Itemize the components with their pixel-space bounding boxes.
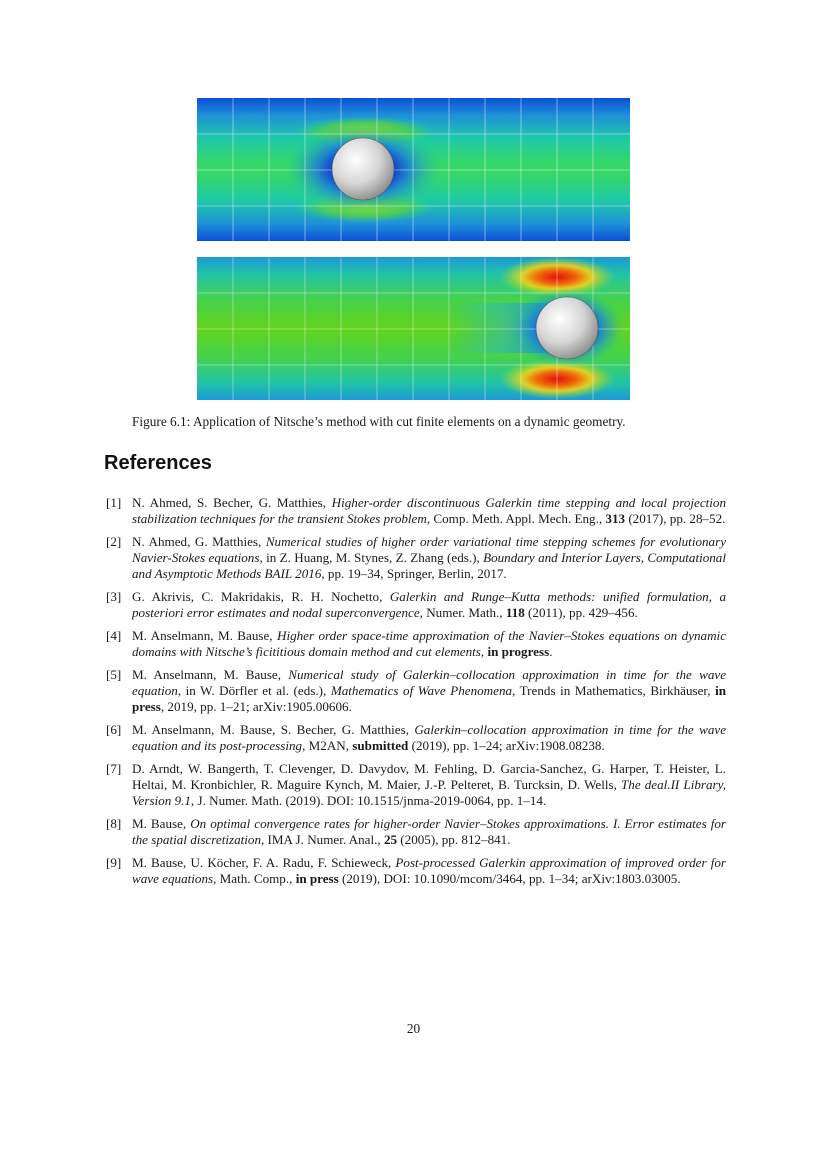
- reference-text: , Math. Comp.,: [213, 871, 296, 887]
- page-number: 20: [406, 1021, 421, 1036]
- sphere-obstacle: [332, 138, 394, 200]
- reference-text: , IMA J. Numer. Anal.,: [261, 832, 384, 848]
- reference-number: [1]: [106, 495, 122, 510]
- reference-emphasis: 118: [505, 605, 525, 621]
- reference-item: [104, 722, 726, 754]
- reference-text: , M2AN,: [302, 738, 353, 754]
- reference-number: [8]: [106, 815, 122, 831]
- reference-text: (2011), pp. 429–456.: [524, 605, 638, 621]
- figure-caption: Figure 6.1: Application of Nitsche’s method with cut finite elements on a dynamic geometry.: [132, 414, 626, 429]
- reference-item: [104, 667, 726, 716]
- reference-title: Post-processed Galerkin approximation of improved order for wave equations: [132, 854, 726, 887]
- sphere-obstacle: [536, 297, 598, 359]
- figure-panel-top: [197, 98, 630, 241]
- reference-emphasis: 25: [383, 832, 398, 848]
- reference-emphasis: submitted: [352, 738, 409, 754]
- reference-title: On optimal convergence rates for higher-order Navier–Stokes approximations. I. Error estimates for the spatial discretization: [132, 815, 726, 848]
- reference-item: [104, 628, 726, 660]
- reference-text: (2019), pp. 1–24; arXiv:1908.08238.: [408, 738, 605, 754]
- reference-text: N. Ahmed, G. Matthies,: [132, 533, 266, 549]
- reference-text: G. Akrivis, C. Makridakis, R. H. Nochetto,: [132, 589, 390, 605]
- reference-text: ,: [480, 644, 488, 660]
- reference-number: [2]: [106, 533, 122, 549]
- reference-number: [3]: [106, 589, 122, 605]
- reference-emphasis: in progress: [487, 644, 550, 660]
- reference-text: , 2019, pp. 1–21; arXiv:1905.00606.: [160, 699, 352, 715]
- reference-text: (2005), pp. 812–841.: [397, 832, 511, 848]
- reference-text: , in Z. Huang, M. Stynes, Z. Zhang (eds.),: [259, 550, 484, 566]
- reference-text: M. Bause,: [132, 815, 191, 831]
- reference-text: , Comp. Meth. Appl. Mech. Eng.,: [426, 511, 606, 527]
- reference-emphasis: in press: [295, 871, 339, 887]
- reference-text: M. Anselmann, M. Bause,: [132, 666, 289, 682]
- reference-text: M. Anselmann, M. Bause, S. Becher, G. Matthies,: [132, 721, 415, 737]
- reference-text: , J. Numer. Math. (2019). DOI: 10.1515/jnma-2019-0064, pp. 1–14.: [190, 793, 547, 809]
- reference-emphasis: in press: [132, 683, 727, 715]
- reference-number: [5]: [106, 666, 122, 682]
- reference-text: , in W. Dörfler et al. (eds.),: [177, 683, 331, 699]
- reference-number: [9]: [106, 854, 122, 870]
- reference-text: .: [549, 644, 553, 660]
- reference-number: [4]: [106, 627, 122, 643]
- reference-item: [104, 761, 726, 810]
- reference-list: [104, 495, 726, 894]
- reference-title: Higher-order discontinuous Galerkin time stepping and local projection stabilization techniques for the transient Stokes problem: [132, 495, 727, 527]
- reference-item: [104, 855, 726, 887]
- reference-title: Galerkin and Runge–Kutta methods: unified formulation, a posteriori error estimates and nodal superconvergence: [132, 589, 726, 621]
- reference-text: , Numer. Math.,: [419, 605, 506, 621]
- reference-text: , pp. 19–34, Springer, Berlin, 2017.: [321, 566, 507, 582]
- reference-item: [104, 816, 726, 848]
- reference-text: D. Arndt, W. Bangerth, T. Clevenger, D. Davydov, M. Fehling, D. Garcia-Sanchez, G. Harper, T. Heister, L. Heltai, M. Kronbichler, R. Maguire Kynch, M. Maier, J.-P. Pelteret, B. Turcksin, D. Wells,: [132, 760, 726, 793]
- reference-title: Galerkin–collocation approximation in time for the wave equation and its post-processing: [132, 721, 727, 754]
- reference-text: N. Ahmed, S. Becher, G. Matthies,: [132, 495, 332, 510]
- reference-number: [6]: [106, 721, 122, 737]
- reference-title: The deal.II Library, Version 9.1: [132, 777, 726, 809]
- reference-number: [7]: [106, 760, 122, 776]
- reference-text: M. Anselmann, M. Bause,: [132, 627, 277, 643]
- reference-title: Mathematics of Wave Phenomena: [330, 683, 513, 699]
- reference-text: M. Bause, U. Köcher, F. A. Radu, F. Schieweck,: [132, 854, 396, 870]
- reference-item: [104, 534, 726, 583]
- reference-title: Numerical studies of higher order variational time stepping schemes for evolutionary Navier-Stokes equations: [132, 533, 727, 566]
- reference-text: , Trends in Mathematics, Birkhäuser,: [512, 683, 716, 699]
- figure-panel-bottom: [197, 257, 630, 400]
- reference-item: [104, 589, 726, 621]
- reference-title: Higher order space-time approximation of the Navier–Stokes equations on dynamic domains with Nitsche’s ficititious domain method and cut elements: [132, 627, 726, 660]
- reference-text: (2017), pp. 28–52.: [625, 511, 726, 527]
- reference-title: Numerical study of Galerkin–collocation approximation in time for the wave equation: [132, 666, 727, 699]
- reference-emphasis: 313: [605, 511, 626, 527]
- reference-text: (2019), DOI: 10.1090/mcom/3464, pp. 1–34; arXiv:1803.03005.: [338, 871, 681, 887]
- reference-item: [104, 495, 726, 527]
- reference-title: Boundary and Interior Layers, Computational and Asymptotic Methods BAIL 2016: [132, 550, 726, 582]
- references-heading: References: [104, 452, 212, 474]
